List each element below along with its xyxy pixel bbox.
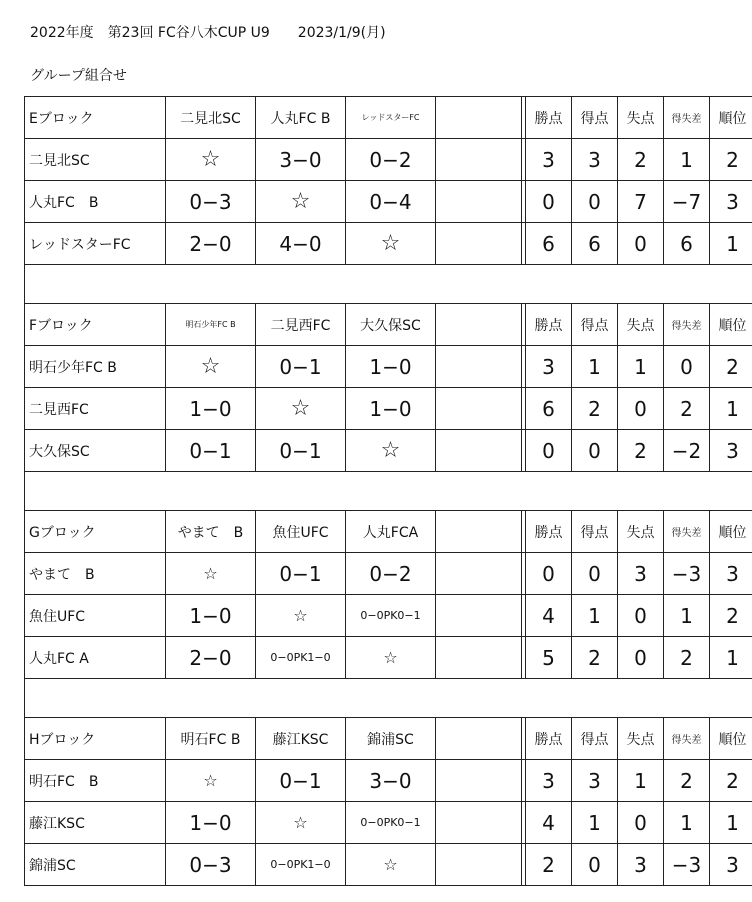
- match-result: 2−0: [166, 637, 256, 679]
- stat-value: 1: [572, 346, 618, 388]
- stat-value: 3: [526, 346, 572, 388]
- blank-cell: [436, 346, 522, 388]
- team-row: [25, 844, 752, 886]
- stat-header: 失点: [618, 97, 664, 139]
- blank-cell: [436, 430, 522, 472]
- match-result: 0−0PK1−0: [256, 844, 346, 886]
- self-match-star: ☆: [346, 430, 436, 472]
- match-result: 3−0: [256, 139, 346, 181]
- match-result: 4−0: [256, 223, 346, 265]
- match-result: 0−2: [346, 139, 436, 181]
- opponent-header: レッドスターFC: [346, 97, 436, 139]
- stat-header: 得点: [572, 511, 618, 553]
- block-title: Eブロック: [25, 97, 166, 139]
- stat-header: 勝点: [526, 304, 572, 346]
- match-result: 1−0: [166, 802, 256, 844]
- page-title: 2022年度 第23回 FC谷八木CUP U9 2023/1/9(月): [30, 25, 386, 41]
- stat-header: 失点: [618, 511, 664, 553]
- self-match-star: ☆: [166, 346, 256, 388]
- stat-value: 2: [618, 139, 664, 181]
- team-row: [25, 637, 752, 679]
- stat-value: 1: [664, 802, 710, 844]
- stat-header: 勝点: [526, 718, 572, 760]
- match-result: 0−0PK0−1: [346, 802, 436, 844]
- stat-header: 順位: [710, 511, 752, 553]
- stat-value: 2: [526, 844, 572, 886]
- stat-value: 4: [526, 595, 572, 637]
- self-match-star: ☆: [346, 637, 436, 679]
- blank-cell: [436, 718, 522, 760]
- team-row: [25, 430, 752, 472]
- team-name: 明石FC B: [25, 760, 166, 802]
- stat-header: 順位: [710, 304, 752, 346]
- stat-value: 2: [664, 637, 710, 679]
- self-match-star: ☆: [256, 595, 346, 637]
- match-result: 0−0PK0−1: [346, 595, 436, 637]
- blank-cell: [436, 388, 522, 430]
- stat-value: 3: [526, 139, 572, 181]
- stat-value: 0: [526, 181, 572, 223]
- stat-value: 0: [526, 553, 572, 595]
- stat-header: 得点: [572, 304, 618, 346]
- stat-value: 5: [526, 637, 572, 679]
- match-result: 1−0: [166, 595, 256, 637]
- blank-cell: [436, 760, 522, 802]
- opponent-header: 二見北SC: [166, 97, 256, 139]
- opponent-header: 藤江KSC: [256, 718, 346, 760]
- stat-value: 2: [618, 430, 664, 472]
- match-result: 1−0: [166, 388, 256, 430]
- self-match-star: ☆: [256, 181, 346, 223]
- match-result: 0−1: [256, 430, 346, 472]
- stat-value: −3: [664, 844, 710, 886]
- stat-value: 2: [572, 637, 618, 679]
- blank-cell: [436, 637, 522, 679]
- stat-header: 失点: [618, 718, 664, 760]
- group-standings-sheet: [24, 96, 747, 886]
- self-match-star: ☆: [256, 388, 346, 430]
- blank-cell: [436, 844, 522, 886]
- spacer-cell: [25, 679, 752, 718]
- match-result: 0−1: [256, 346, 346, 388]
- stat-value: 0: [618, 802, 664, 844]
- stat-value: 1: [618, 760, 664, 802]
- stat-header: 勝点: [526, 511, 572, 553]
- stat-value: 2: [710, 760, 752, 802]
- team-row: [25, 139, 752, 181]
- stat-value: 2: [710, 139, 752, 181]
- stat-value: 0: [618, 223, 664, 265]
- stat-value: 6: [572, 223, 618, 265]
- block-spacer: [25, 265, 752, 304]
- stat-header: 得失差: [664, 511, 710, 553]
- stat-value: 3: [710, 844, 752, 886]
- stat-value: 0: [572, 844, 618, 886]
- stat-value: −2: [664, 430, 710, 472]
- stat-value: 0: [618, 595, 664, 637]
- stat-header: 失点: [618, 304, 664, 346]
- team-name: 二見北SC: [25, 139, 166, 181]
- stat-value: −7: [664, 181, 710, 223]
- stat-header: 得失差: [664, 97, 710, 139]
- team-name: 二見西FC: [25, 388, 166, 430]
- stat-value: 0: [664, 346, 710, 388]
- stat-value: 0: [618, 388, 664, 430]
- stat-value: 3: [710, 181, 752, 223]
- stat-value: 1: [664, 595, 710, 637]
- opponent-header: 魚住UFC: [256, 511, 346, 553]
- opponent-header: やまて B: [166, 511, 256, 553]
- stat-value: 2: [710, 346, 752, 388]
- stat-value: 1: [710, 637, 752, 679]
- match-result: 0−0PK1−0: [256, 637, 346, 679]
- team-name: 大久保SC: [25, 430, 166, 472]
- blank-cell: [436, 511, 522, 553]
- match-result: 0−3: [166, 181, 256, 223]
- stat-value: 0: [572, 430, 618, 472]
- team-name: 魚住UFC: [25, 595, 166, 637]
- team-row: [25, 760, 752, 802]
- stat-value: 1: [618, 346, 664, 388]
- team-row: [25, 388, 752, 430]
- match-result: 3−0: [346, 760, 436, 802]
- self-match-star: ☆: [256, 802, 346, 844]
- stat-value: 3: [710, 553, 752, 595]
- block-header-row: [25, 511, 752, 553]
- stat-value: 3: [572, 139, 618, 181]
- stat-value: 4: [526, 802, 572, 844]
- stat-value: 6: [526, 223, 572, 265]
- spacer-cell: [25, 472, 752, 511]
- stat-value: 0: [526, 430, 572, 472]
- block-header-row: [25, 97, 752, 139]
- block-header-row: [25, 304, 752, 346]
- blank-cell: [436, 139, 522, 181]
- stat-value: 3: [526, 760, 572, 802]
- block-title: Hブロック: [25, 718, 166, 760]
- stat-value: 7: [618, 181, 664, 223]
- team-name: 錦浦SC: [25, 844, 166, 886]
- match-result: 2−0: [166, 223, 256, 265]
- spacer-cell: [25, 265, 752, 304]
- match-result: 1−0: [346, 388, 436, 430]
- blank-cell: [436, 181, 522, 223]
- blank-cell: [436, 223, 522, 265]
- stat-value: 3: [572, 760, 618, 802]
- stat-header: 勝点: [526, 97, 572, 139]
- opponent-header: 大久保SC: [346, 304, 436, 346]
- stat-header: 得失差: [664, 718, 710, 760]
- team-name: 藤江KSC: [25, 802, 166, 844]
- stat-value: 2: [572, 388, 618, 430]
- standings-table: [24, 96, 752, 886]
- stat-value: 1: [664, 139, 710, 181]
- match-result: 1−0: [346, 346, 436, 388]
- stat-value: 2: [710, 595, 752, 637]
- stat-value: 0: [618, 637, 664, 679]
- self-match-star: ☆: [166, 760, 256, 802]
- opponent-header: 明石FC B: [166, 718, 256, 760]
- block-spacer: [25, 472, 752, 511]
- stat-value: 3: [710, 430, 752, 472]
- opponent-header: 人丸FC B: [256, 97, 346, 139]
- stat-value: 6: [526, 388, 572, 430]
- match-result: 0−1: [256, 553, 346, 595]
- opponent-header: 錦浦SC: [346, 718, 436, 760]
- team-name: 人丸FC B: [25, 181, 166, 223]
- team-name: 明石少年FC B: [25, 346, 166, 388]
- stat-value: 2: [664, 760, 710, 802]
- stat-value: 6: [664, 223, 710, 265]
- stat-value: 2: [664, 388, 710, 430]
- blank-cell: [436, 595, 522, 637]
- blank-cell: [436, 304, 522, 346]
- stat-header: 得点: [572, 718, 618, 760]
- stat-value: 3: [618, 844, 664, 886]
- opponent-header: 二見西FC: [256, 304, 346, 346]
- stat-value: 1: [710, 388, 752, 430]
- match-result: 0−1: [256, 760, 346, 802]
- team-name: レッドスターFC: [25, 223, 166, 265]
- stat-value: 3: [618, 553, 664, 595]
- stat-value: 1: [710, 802, 752, 844]
- match-result: 0−2: [346, 553, 436, 595]
- team-row: [25, 181, 752, 223]
- block-title: Gブロック: [25, 511, 166, 553]
- stat-value: 1: [572, 595, 618, 637]
- self-match-star: ☆: [166, 139, 256, 181]
- team-row: [25, 553, 752, 595]
- block-title: Fブロック: [25, 304, 166, 346]
- team-row: [25, 595, 752, 637]
- stat-value: 1: [710, 223, 752, 265]
- self-match-star: ☆: [166, 553, 256, 595]
- self-match-star: ☆: [346, 844, 436, 886]
- match-result: 0−4: [346, 181, 436, 223]
- block-spacer: [25, 679, 752, 718]
- blank-cell: [436, 553, 522, 595]
- match-result: 0−3: [166, 844, 256, 886]
- blank-cell: [436, 97, 522, 139]
- block-header-row: [25, 718, 752, 760]
- stat-header: 得失差: [664, 304, 710, 346]
- self-match-star: ☆: [346, 223, 436, 265]
- team-row: [25, 802, 752, 844]
- team-row: [25, 223, 752, 265]
- team-row: [25, 346, 752, 388]
- opponent-header: 明石少年FC B: [166, 304, 256, 346]
- stat-header: 順位: [710, 97, 752, 139]
- team-name: 人丸FC A: [25, 637, 166, 679]
- section-subtitle: グループ組合せ: [30, 68, 127, 84]
- team-name: やまて B: [25, 553, 166, 595]
- stat-value: 0: [572, 553, 618, 595]
- stat-value: 1: [572, 802, 618, 844]
- stat-value: 0: [572, 181, 618, 223]
- stat-header: 順位: [710, 718, 752, 760]
- stat-value: −3: [664, 553, 710, 595]
- stat-header: 得点: [572, 97, 618, 139]
- match-result: 0−1: [166, 430, 256, 472]
- blank-cell: [436, 802, 522, 844]
- opponent-header: 人丸FCA: [346, 511, 436, 553]
